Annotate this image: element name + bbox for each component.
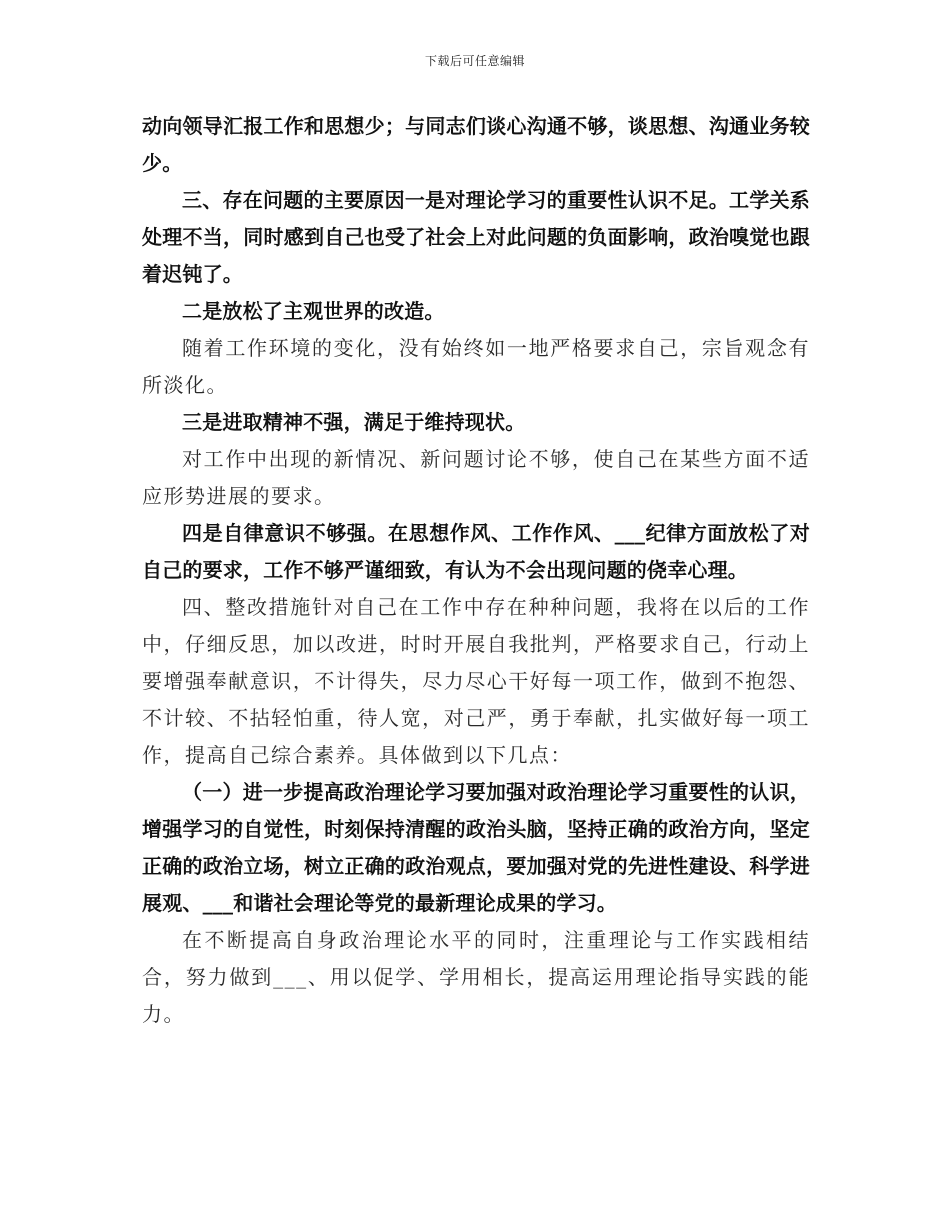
paragraph-2: 三、存在问题的主要原因一是对理论学习的重要性认识不足。工学关系处理不当，同时感到自己也受了社会上对此问题的负面影响，政治嗅觉也跟着迟钝了。 [142, 188, 810, 286]
paragraph-5: 三是进取精神不强，满足于维持现状。 [182, 410, 526, 434]
paragraph-1: 动向领导汇报工作和思想少；与同志们谈心沟通不够，谈思想、沟通业务较少。 [142, 114, 810, 175]
document-body [142, 108, 810, 1033]
paragraph-9: （一）进一步提高政治理论学习要加强对政治理论学习重要性的认识，增强学习的自觉性，时刻保持清醒的政治头脑，坚持正确的政治方向，坚定正确的政治立场，树立正确的政治观点，要加强对党的先进性建设、科学进展观、___和谐社会理论等党的最新理论成果的学习。 [142, 780, 810, 915]
paragraph-6: 对工作中出现的新情况、新问题讨论不够，使自己在某些方面不适应形势进展的要求。 [142, 447, 810, 508]
paragraph-4: 随着工作环境的变化，没有始终如一地严格要求自己，宗旨观念有所淡化。 [142, 336, 810, 397]
paragraph-8: 四、整改措施针对自己在工作中存在种种问题，我将在以后的工作中，仔细反思，加以改进，时时开展自我批判，严格要求自己，行动上要增强奉献意识，不计得失，尽力尽心干好每一项工作，做到不抱怨、不计较、不拈轻怕重，待人宽，对己严，勇于奉献，扎实做好每一项工作，提高自己综合素养。具体做到以下几点： [142, 595, 810, 767]
paragraph-7: 四是自律意识不够强。在思想作风、工作作风、___纪律方面放松了对自己的要求，工作不够严谨细致，有认为不会出现问题的侥幸心理。 [142, 521, 810, 582]
paragraph-10: 在不断提高自身政治理论水平的同时，注重理论与工作实践相结合，努力做到___、用以促学、学用相长，提高运用理论指导实践的能力。 [142, 928, 810, 1026]
page-header: 下载后可任意编辑 [424, 54, 525, 68]
paragraph-3: 二是放松了主观世界的改造。 [182, 299, 445, 323]
